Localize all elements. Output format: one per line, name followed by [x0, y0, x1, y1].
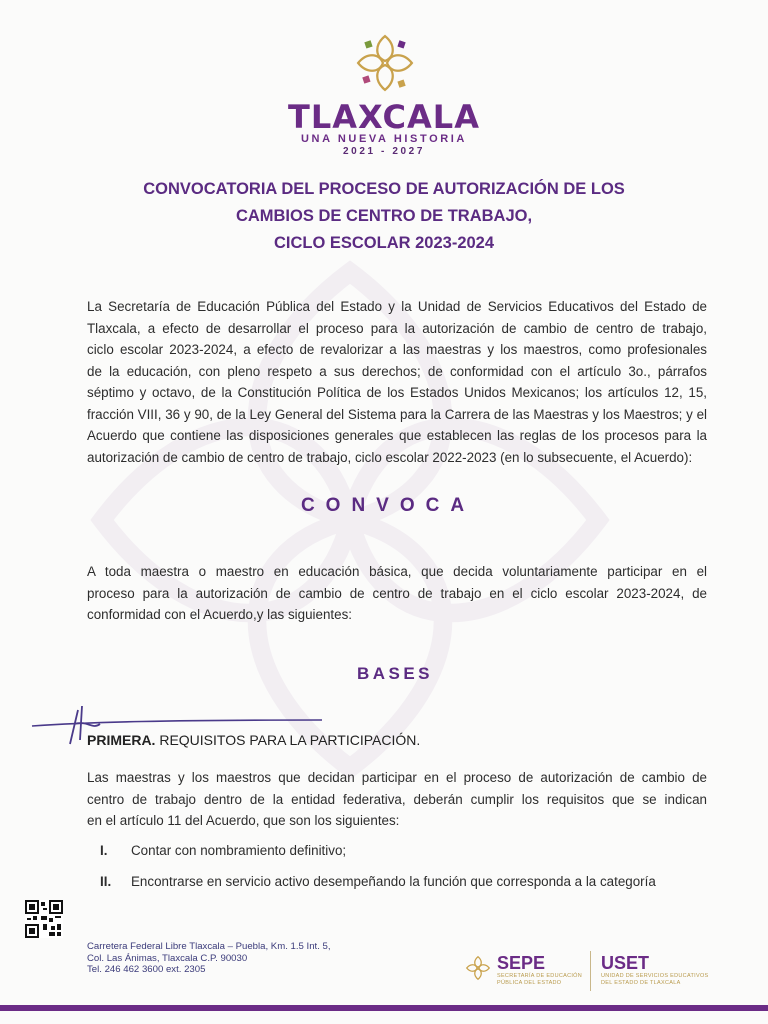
- requisitos-paragraph: [87, 767, 707, 832]
- convoca-paragraph: [87, 561, 707, 626]
- brand-tagline: UNA NUEVA HISTORIA: [301, 133, 467, 145]
- intro-paragraph: [87, 296, 707, 468]
- intro-line: fracción VIII, 36 y 90, de la Ley General del Sistema para la Carrera de las Maestras y los Maestros; y el: [87, 406, 707, 422]
- convoca-line: conformidad con el Acuerdo,y las siguientes:: [87, 607, 352, 622]
- sepe-subtitle-line: PÚBLICA DEL ESTADO: [497, 979, 562, 986]
- convoca-line: A toda maestra o maestro en educación básica, que decida voluntariamente participar en el: [87, 564, 707, 579]
- requisito-text: Contar con nombramiento definitivo;: [131, 843, 347, 858]
- intro-line: de la educación, con pleno respeto a sus derechos; de conformidad con el artículo 3o., párrafos: [87, 363, 707, 379]
- requisitos-line: en el artículo 11 del Acuerdo, que son los siguientes:: [87, 813, 400, 828]
- uset-subtitle-line: DEL ESTADO DE TLAXCALA: [601, 979, 681, 986]
- requisitos-line: Las maestras y los maestros que decidan participar en el proceso de autorización de cambio de: [87, 770, 707, 785]
- intro-line: autorización de cambio de centro de trabajo, ciclo escolar 2022-2023 (en lo subsecuente, el Acuerdo):: [87, 449, 693, 465]
- document-title-line-1: CONVOCATORIA DEL PROCESO DE AUTORIZACIÓN DE LOS: [143, 180, 625, 198]
- intro-line: Acuerdo que contiene las disposiciones generales que establecen las reglas de los procesos para la: [87, 428, 707, 443]
- primera-label: PRIMERA.: [87, 732, 156, 748]
- footer-color-bar: [0, 1005, 768, 1011]
- brand-years: 2021 - 2027: [343, 146, 425, 157]
- brand-name: TLAXCALA: [288, 98, 480, 136]
- convoca-line: proceso para la autorización de cambio de centro de trabajo en el ciclo escolar 2023-2024, de: [87, 585, 707, 601]
- requisito-text: Encontrarse en servicio activo desempeñando la función que corresponda a la categoría: [131, 874, 656, 889]
- footer-divider: [590, 951, 591, 991]
- footer-address-line: Carretera Federal Libre Tlaxcala – Puebla, Km. 1.5 Int. 5,: [87, 941, 331, 952]
- intro-line: ciclo escolar 2023-2024, a efecto de revalorizar a las maestras y los maestros, como profesionales: [87, 342, 707, 357]
- uset-subtitle-line: UNIDAD DE SERVICIOS EDUCATIVOS: [601, 973, 709, 979]
- qr-code-icon: [25, 900, 63, 938]
- footer-address-line: Col. Las Ánimas, Tlaxcala C.P. 90030: [87, 952, 248, 964]
- bases-heading: BASES: [356, 664, 434, 683]
- document-title-line-3: CICLO ESCOLAR 2023-2024: [273, 234, 495, 252]
- footer-address: [87, 941, 331, 976]
- footer-address-line: Tel. 246 462 3600 ext. 2305: [87, 964, 206, 975]
- document-title-line-2: CAMBIOS DE CENTRO DE TRABAJO,: [235, 207, 533, 225]
- intro-line: Tlaxcala, a efecto de desarrollar el proceso para la autorización de cambio de centro de trabajo,: [87, 320, 707, 336]
- uset-subtitle: [601, 973, 709, 986]
- intro-line: séptimo y octavo, de la Constitución Política de los Estados Unidos Mexicanos; los artículos 12, 15,: [87, 385, 707, 400]
- intro-line: La Secretaría de Educación Pública del Estado y la Unidad de Servicios Educativos del Estado de: [87, 299, 707, 314]
- requisitos-line: centro de trabajo dentro de la entidad federativa, deberán cumplir los requisitos que se indican: [87, 791, 707, 807]
- requisito-number: II.: [100, 874, 112, 889]
- primera-section-title: [87, 732, 420, 748]
- tlaxcala-small-logo-icon: [465, 955, 491, 981]
- sepe-subtitle: [497, 973, 582, 986]
- uset-logo-text: USET: [601, 953, 650, 973]
- sepe-logo-text: SEPE: [497, 953, 546, 973]
- primera-text: REQUISITOS PARA LA PARTICIPACIÓN.: [155, 732, 421, 748]
- tlaxcala-logo-icon: [354, 32, 416, 94]
- sepe-subtitle-line: SECRETARÍA DE EDUCACIÓN: [497, 973, 583, 979]
- requisito-number: I.: [100, 843, 108, 858]
- convoca-heading: CONVOCA: [300, 495, 476, 516]
